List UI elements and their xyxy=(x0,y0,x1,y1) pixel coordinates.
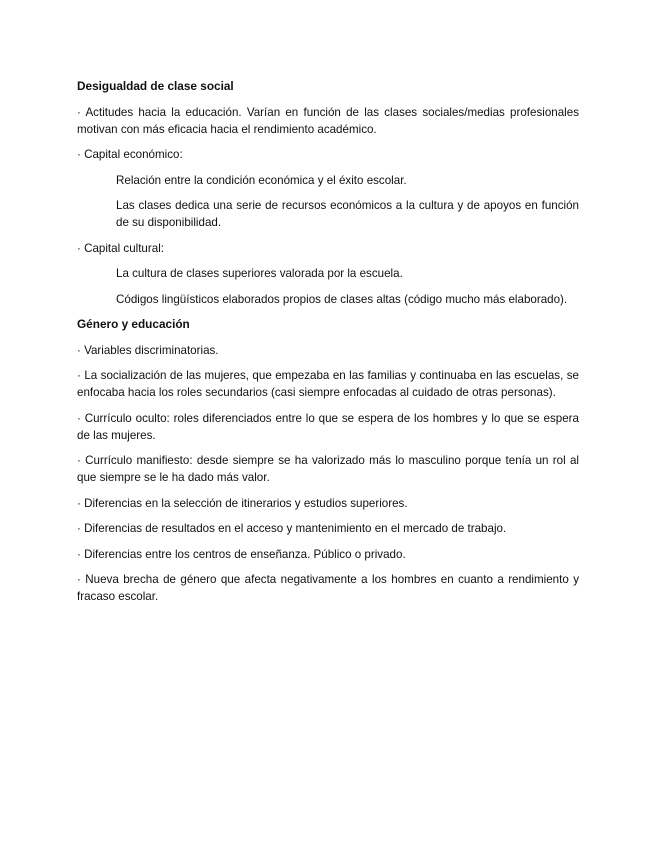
section-body-gender xyxy=(77,342,579,606)
section-heading-gender: Género y educación xyxy=(77,317,190,331)
paragraph-economic-resources: Las clases dedica una serie de recursos económicos a la cultura y de apoyos en función de su disponibilidad. xyxy=(116,199,579,229)
paragraph-gender-gap: · Nueva brecha de género que afecta negativamente a los hombres en cuanto a rendimiento y fracaso escolar. xyxy=(77,573,579,603)
paragraph-hidden-curriculum: · Currículo oculto: roles diferenciados entre lo que se espera de los hombres y lo que se espera de las mujeres. xyxy=(77,411,579,442)
document-page xyxy=(77,78,579,614)
paragraph-school-differences: · Diferencias entre los centros de enseñanza. Público o privado. xyxy=(77,547,406,561)
paragraph-socialization: · La socialización de las mujeres, que empezaba en las familias y continuaba en las escuelas, se enfocaba hacia los roles secundarios (casi siempre enfocadas al cuidado de otras personas). xyxy=(77,369,579,399)
section-heading-class: Desigualdad de clase social xyxy=(77,79,234,93)
paragraph-labor-market-differences: · Diferencias de resultados en el acceso y mantenimiento en el mercado de trabajo. xyxy=(77,522,507,535)
section-body-class xyxy=(77,104,579,308)
paragraph-economic-capital: · Capital económico: xyxy=(77,148,183,161)
paragraph-economic-condition: Relación entre la condición económica y el éxito escolar. xyxy=(116,173,407,187)
paragraph-itinerary-differences: · Diferencias en la selección de itinerarios y estudios superiores. xyxy=(77,496,408,510)
paragraph-discriminatory-variables: · Variables discriminatorias. xyxy=(77,343,219,357)
paragraph-attitudes: · Actitudes hacia la educación. Varían en función de las clases sociales/medias profesionales motivan con más eficacia hacia el rendimiento académico. xyxy=(77,105,579,136)
paragraph-cultural-capital: · Capital cultural: xyxy=(77,241,164,255)
paragraph-linguistic-codes: Códigos lingüísticos elaborados propios de clases altas (código mucho más elaborado). xyxy=(116,292,568,306)
paragraph-manifest-curriculum: · Currículo manifiesto: desde siempre se ha valorizado más lo masculino porque tenía un rol al que siempre se le ha dado más valor. xyxy=(77,454,579,484)
paragraph-upper-class-culture: La cultura de clases superiores valorada por la escuela. xyxy=(116,267,403,280)
